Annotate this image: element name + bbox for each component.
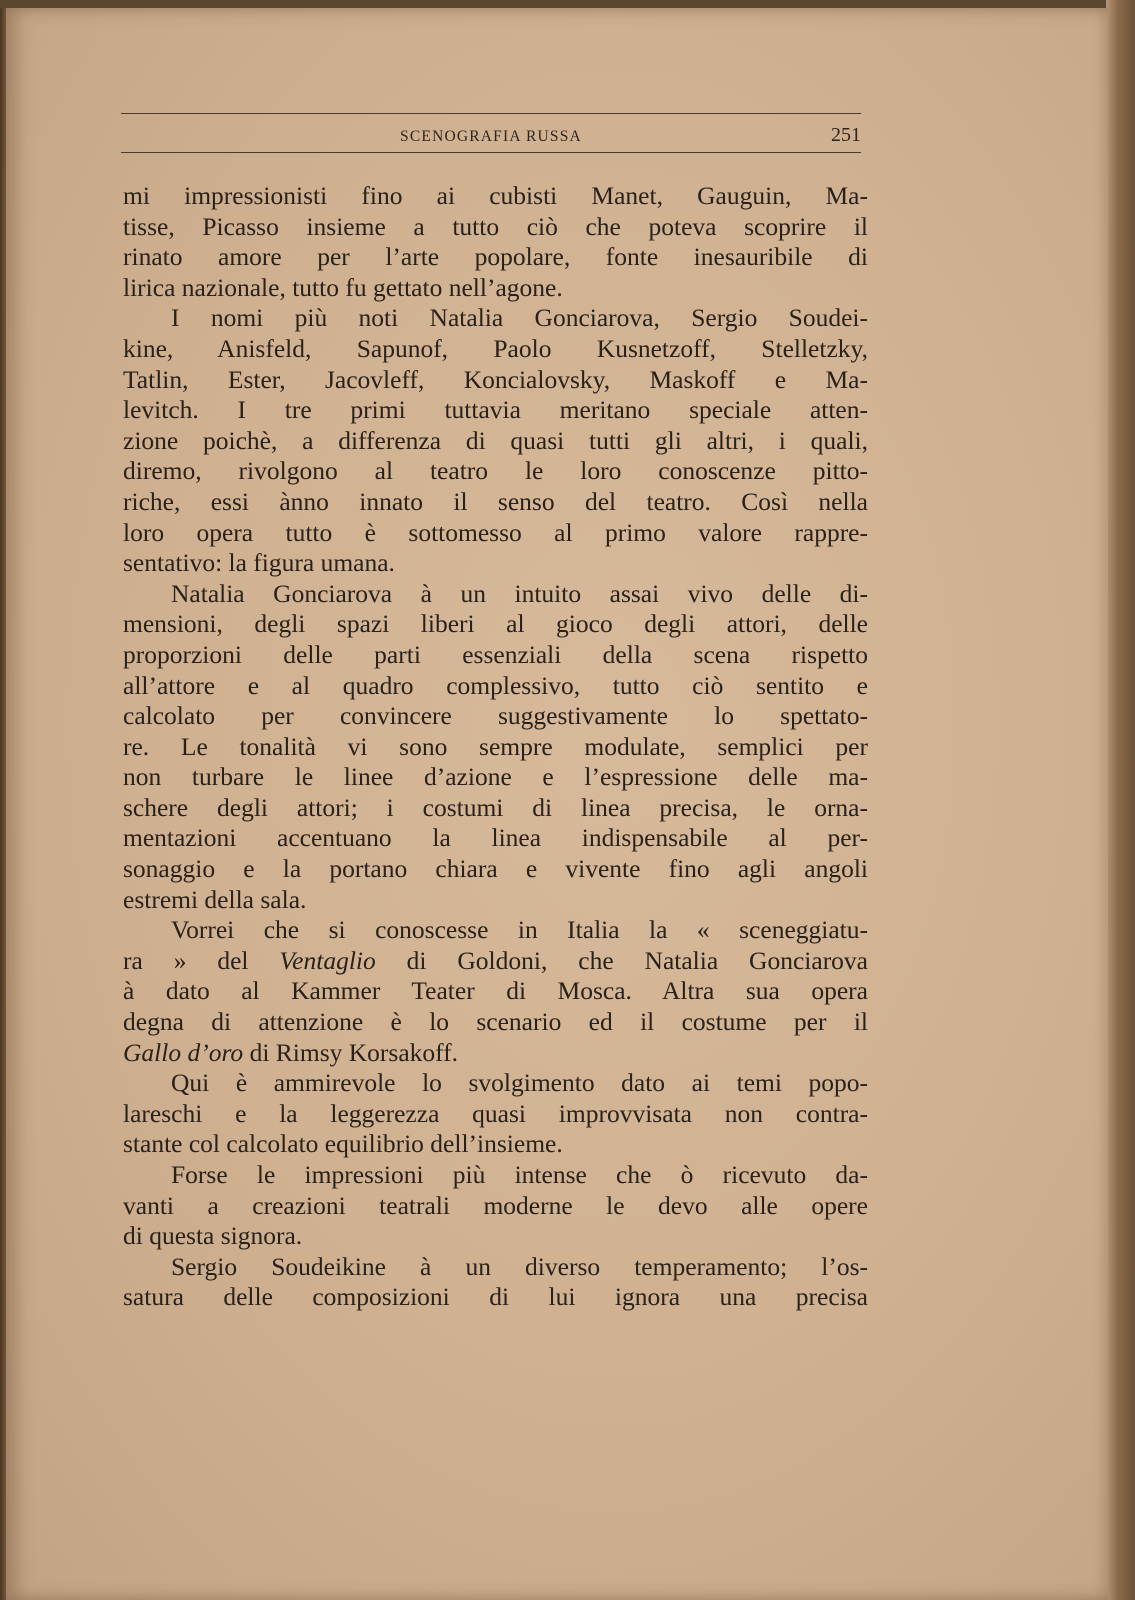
text-line: calcolato per convincere suggestivamente lo spettato- (123, 701, 868, 731)
text-line: non turbare le linee d’azione e l’espressione delle ma- (123, 762, 868, 792)
text-line: stante col calcolato equilibrio dell’insieme. (123, 1129, 563, 1159)
page-number: 251 (831, 124, 861, 146)
text-run: ra » del (123, 945, 249, 975)
running-head (121, 124, 861, 148)
header-rule-bottom (121, 152, 861, 153)
text-line: rinato amore per l’arte popolare, fonte inesauribile di (123, 242, 868, 272)
italic-title: Ventaglio (279, 945, 376, 975)
text-run: di Rimsy Korsakoff. (249, 1037, 459, 1067)
text-line: di questa signora. (123, 1221, 303, 1251)
text-line: lareschi e la leggerezza quasi improvvisata non contra- (123, 1098, 868, 1128)
text-line: kine, Anisfeld, Sapunof, Paolo Kusnetzoff, Stelletzky, (123, 333, 868, 363)
text-line: sonaggio e la portano chiara e vivente fino agli angoli (123, 854, 868, 884)
text-line: mentazioni accentuano la linea indispensabile al per- (123, 823, 868, 853)
text-line: Forse le impressioni più intense che ò ricevuto da- (171, 1160, 868, 1189)
text-line: degna di attenzione è lo scenario ed il costume per il (123, 1007, 868, 1037)
text-line: Natalia Gonciarova à un intuito assai vivo delle di- (171, 578, 868, 608)
text-line: riche, essi ànno innato il senso del teatro. Così nella (123, 486, 868, 516)
body-text (123, 181, 868, 1313)
text-line: estremi della sala. (123, 884, 307, 914)
text-line: levitch. I tre primi tuttavia meritano speciale atten- (123, 395, 868, 425)
text-line: Qui è ammirevole lo svolgimento dato ai temi popo- (171, 1068, 868, 1098)
header-rule-top (121, 113, 861, 114)
text-line: zione poichè, a differenza di quasi tutti gli altri, i quali, (123, 425, 868, 455)
text-line: à dato al Kammer Teater di Mosca. Altra sua opera (123, 976, 868, 1006)
text-line: I nomi più noti Natalia Gonciarova, Sergio Soudei- (171, 303, 868, 333)
text-line (123, 946, 868, 977)
text-line: Sergio Soudeikine à un diverso temperamento; l’os- (171, 1251, 868, 1281)
text-line: mensioni, degli spazi liberi al gioco degli attori, delle (123, 609, 868, 639)
text-line: Tatlin, Ester, Jacovleff, Koncialovsky, Maskoff e Ma- (123, 364, 868, 394)
text-line: satura delle composizioni di lui ignora una precisa (123, 1282, 868, 1312)
text-line: Vorrei che si conoscesse in Italia la « sceneggiatu- (171, 915, 868, 945)
text-run: di Goldoni, che Natalia Gonciarova (406, 945, 869, 975)
page-edge (1106, 0, 1135, 1600)
text-line: re. Le tonalità vi sono sempre modulate, semplici per (123, 731, 868, 761)
text-line: sentativo: la figura umana. (123, 548, 395, 578)
text-line: diremo, rivolgono al teatro le loro conoscenze pitto- (123, 456, 868, 486)
text-line: proporzioni delle parti essenziali della scena rispetto (123, 639, 868, 669)
text-line (123, 1038, 868, 1069)
text-line: all’attore e al quadro complessivo, tutto ciò sentito e (123, 670, 868, 700)
text-line: schere degli attori; i costumi di linea precisa, le orna- (123, 792, 868, 822)
running-title: SCENOGRAFIA RUSSA (400, 128, 582, 145)
text-line: vanti a creazioni teatrali moderne le devo alle opere (123, 1190, 868, 1220)
text-line: mi impressionisti fino ai cubisti Manet, Gauguin, Ma- (123, 181, 868, 210)
italic-title: Gallo d’oro (123, 1037, 244, 1067)
text-line: tisse, Picasso insieme a tutto ciò che poteva scoprire il (123, 211, 868, 241)
text-line: lirica nazionale, tutto fu gettato nell’agone. (123, 272, 563, 302)
text-line: loro opera tutto è sottomesso al primo valore rappre- (123, 517, 868, 547)
